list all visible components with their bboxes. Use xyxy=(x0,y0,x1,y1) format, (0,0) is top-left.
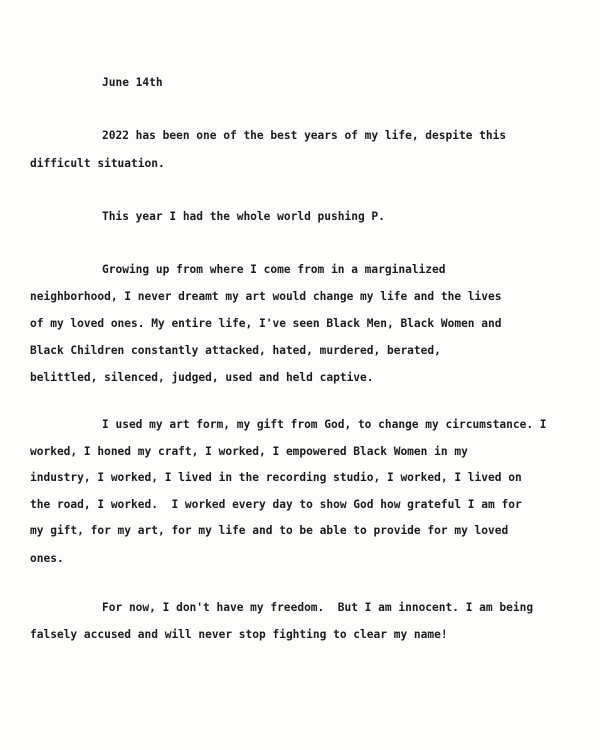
paragraph-line: my gift, for my art, for my life and to be able to provide for my loved xyxy=(30,524,509,537)
paragraph-line: falsely accused and will never stop fighting to clear my name! xyxy=(30,628,448,641)
paragraph-line: difficult situation. xyxy=(30,157,165,170)
paragraph-line: 2022 has been one of the best years of my life, despite this xyxy=(102,129,507,142)
paragraph-line: worked, I honed my craft, I worked, I empowered Black Women in my xyxy=(30,445,468,458)
paragraph-line: For now, I don't have my freedom. But I am innocent. I am being xyxy=(102,601,534,614)
paragraph-line: ones. xyxy=(30,552,64,565)
paragraph-line: Growing up from where I come from in a marginalized xyxy=(102,263,446,276)
paragraph-line: Black Children constantly attacked, hated, murdered, berated, xyxy=(30,344,441,357)
paragraph-line: industry, I worked, I lived in the recording studio, I worked, I lived on xyxy=(30,471,522,484)
paragraph-line: This year I had the whole world pushing P. xyxy=(102,210,385,223)
letter-date: June 14th xyxy=(102,76,163,89)
paragraph-line: of my loved ones. My entire life, I've seen Black Men, Black Women and xyxy=(30,317,502,330)
paragraph-line: neighborhood, I never dreamt my art would change my life and the lives xyxy=(30,290,502,303)
paragraph-line: I used my art form, my gift from God, to change my circumstance. I xyxy=(102,418,547,431)
paragraph-line: the road, I worked. I worked every day to show God how grateful I am for xyxy=(30,498,522,511)
paragraph-line: belittled, silenced, judged, used and held captive. xyxy=(30,371,374,384)
